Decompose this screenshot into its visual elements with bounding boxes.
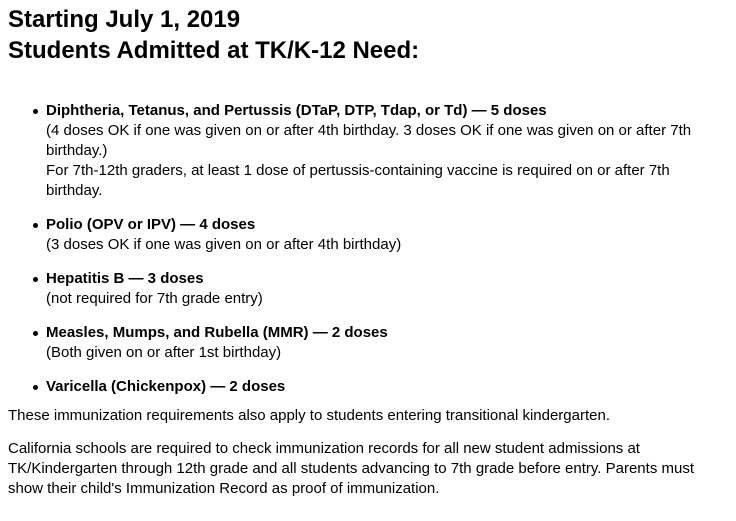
- requirement-title: Varicella (Chickenpox) — 2 doses: [46, 378, 286, 395]
- requirement-note: (3 doses OK if one was given on or after 4th birthday): [46, 236, 402, 253]
- requirement-note: (not required for 7th grade entry): [46, 290, 263, 307]
- requirement-hepatitis-b: [46, 269, 728, 309]
- requirement-title: Hepatitis B — 3 doses: [46, 270, 204, 287]
- page-heading: [8, 0, 728, 66]
- requirement-title: Diphtheria, Tetanus, and Pertussis (DTaP, DTP, Tdap, or Td) — 5 doses: [46, 102, 547, 119]
- requirement-polio: [46, 215, 728, 255]
- heading-line-2: Students Admitted at TK/K-12 Need:: [8, 37, 420, 64]
- requirement-note: For 7th-12th graders, at least 1 dose of pertussis-containing vaccine is required on or after 7th birthday.: [46, 162, 670, 199]
- requirements-list: [8, 101, 728, 397]
- bullet-icon: [33, 223, 38, 228]
- requirement-dtap: [46, 101, 728, 201]
- school-records-note: California schools are required to check immunization records for all new student admissions at TK/Kindergarten through 12th grade and all students advancing to 7th grade before entry. Parents must show their child's Immunization Record as proof of immunization.: [8, 440, 694, 497]
- requirement-title: Polio (OPV or IPV) — 4 doses: [46, 216, 256, 233]
- requirement-note: (4 doses OK if one was given on or after 4th birthday. 3 doses OK if one was given on or after 7th birthday.): [46, 122, 692, 159]
- requirement-note: (Both given on or after 1st birthday): [46, 344, 282, 361]
- heading-line-1: Starting July 1, 2019: [8, 6, 241, 33]
- bullet-icon: [33, 277, 38, 282]
- bullet-icon: [33, 109, 38, 114]
- transitional-kindergarten-note: These immunization requirements also apply to students entering transitional kindergarten.: [8, 407, 610, 424]
- bullet-icon: [33, 385, 38, 390]
- bullet-icon: [33, 331, 38, 336]
- requirement-varicella: [46, 377, 728, 397]
- requirement-mmr: [46, 323, 728, 363]
- requirement-title: Measles, Mumps, and Rubella (MMR) — 2 doses: [46, 324, 388, 341]
